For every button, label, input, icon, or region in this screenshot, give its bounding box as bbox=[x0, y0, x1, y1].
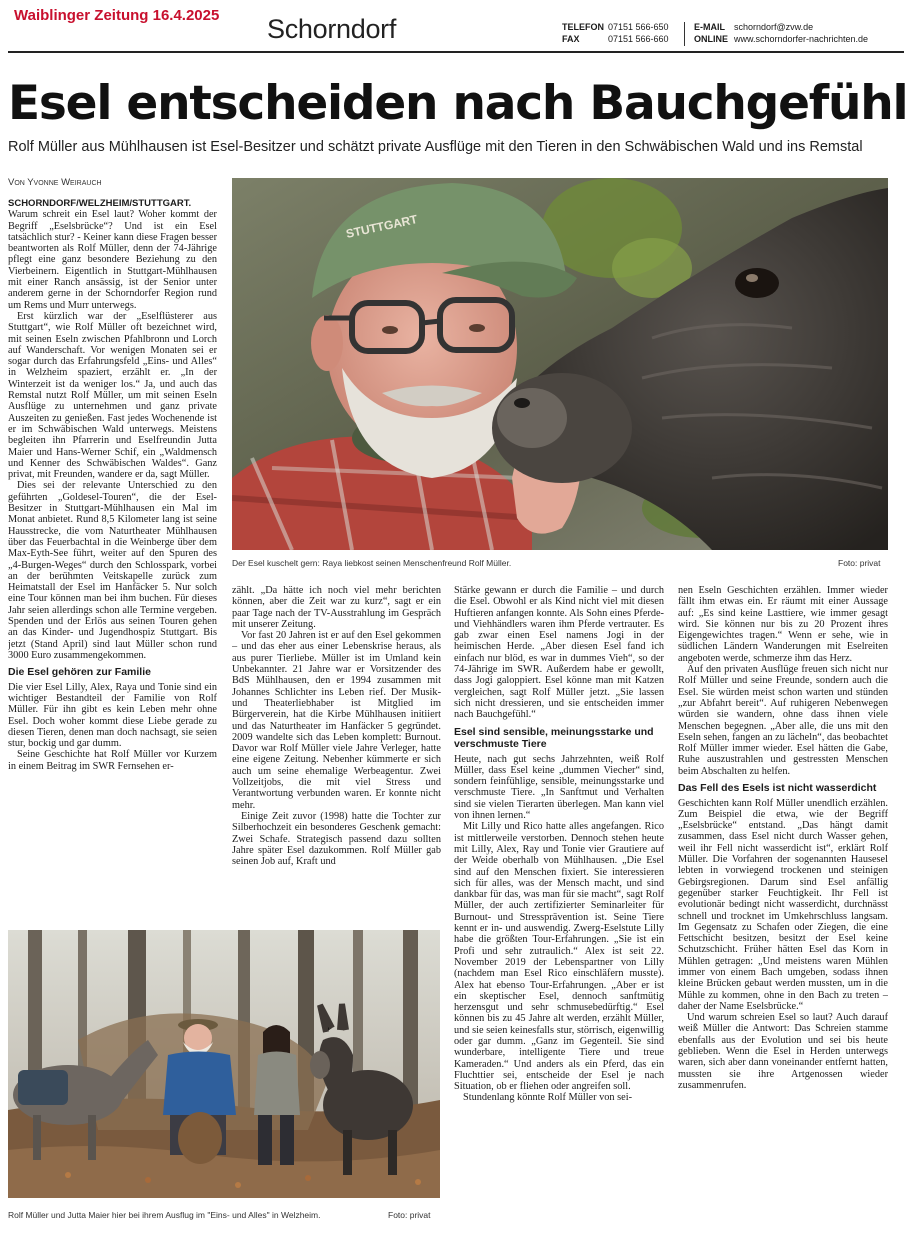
paragraph bbox=[8, 198, 217, 311]
newspaper-name: Waiblinger Zeitung 16.4.2025 bbox=[14, 7, 220, 24]
paragraph: Heute, nach gut sechs Jahrzehnten, weiß Rolf Müller, dass Esel keine „dummen Viecher“ sind, sondern feinfühlige, sensible, meinungsstarke und verschmuste Tiere. „In Sanftmut und Verhalten sind sie vielen Tierarten überlegen. Man kann viel von ihnen lernen.“ bbox=[454, 753, 664, 822]
subheading: Esel sind sensible, meinungsstarke und verschmuste Tiere bbox=[454, 725, 654, 751]
photo-man-with-donkey-illustration bbox=[232, 178, 888, 550]
paragraph: Auf den privaten Ausflüge freuen sich nicht nur Rolf Müller und seine Freunde, sondern auch die Esel. Sie würden meist schon warten und stünden „zur Abfahrt bereit“. Auf ruhigeren Nebenwegen würden sie wandern, ohne dass ihnen viele Menschen begegnen. „Aber alle, die uns mit den Eseln sehen, fangen an zu lächeln“, das beobachtet Rolf Müller immer wieder. Esel hätten die Gabe, Ruhe auszustrahlen und gestressten Menschen beim Abschalten zu helfen. bbox=[678, 664, 888, 777]
paragraph: nen Eseln Geschichten erzählen. Immer wieder fällt ihm etwas ein. Er räumt mit einer Aussage auf: „Es sind keine Lasttiere, wie immer gesagt wird. Sie können nur bis zu 20 Prozent ihres Eigengewichtes tragen.“ Wenn er sehe, wie in südlichen Ländern Wanderungen mit Eselreiten angeboten werde, schmerze ihm das Herz. bbox=[678, 585, 888, 664]
paragraph: Geschichten kann Rolf Müller unendlich erzählen. Zum Beispiel die etwa, wie der Begriff „Eselsbrücke“ entstand. „Das hängt damit zusammen, dass Esel nicht durch Wasser gehen, weil ihr Fell nicht wasserdicht ist“, erklärt Rolf Müller. Die Vorfahren der sogenannten Hausesel lebten in vorwiegend trockenen und steinigen Gebirgsregionen. Darum sind Esel anfällig gegenüber starker Feuchtigkeit. Ihr Fell ist evolutionär bedingt nicht wasserdicht, durchnässt schnell und trocknet im Umkehrschluss langsam. Im Gegensatz zu Schafen oder Ziegen, die eine Fettschicht besitzen, besitzt der Esel keine Schutzschicht. Früher hätten Esel das Korn in Mühlen getragen: „Und meistens waren Mühlen immer von einem Bach umgeben, sodass ihnen kleine Brücken gebaut werden mussten, um in die Mühle zu kommen, ohne in den Bach zu treten – daher der Name Eselsbrücke.“ bbox=[678, 797, 888, 1012]
paragraph: Und warum schreien Esel so laut? Auch darauf weiß Müller die Antwort: Das Schreien stamme ebenfalls aus der Evolution und sei bis heute geblieben. Wenn die Esel in Herden unterwegs waren, sich aber dann voneinander entfernt hatten, mussten sie ihre Artgenossen wieder zusammenrufen. bbox=[678, 1012, 888, 1091]
fax-number: 07151 566-660 bbox=[608, 34, 669, 44]
paragraph: Stärke gewann er durch die Familie – und durch die Esel. Obwohl er als Kind nicht viel mit diesen Huftieren anfangen konnte. Als Sohn eines Pferde- und Viehhändlers waren ihm Pferde vertrauter. Es gab zwar einen Esel namens Jogi in der heimischen Herde. „Aber diesen Esel fand ich einfach nur blöd, es war in dummes Vieh“, so der 74-Jährige im SWR. Außerdem habe er gewollt, dass Jogi galoppiert. Esel könne man mit Katzen vergleichen, sagt Rolf Müller jetzt. „Sie lassen sich nicht dressieren, und sie entscheiden immer nach Bauchgefühl.“ bbox=[454, 585, 664, 721]
fax-label: FAX bbox=[562, 34, 580, 44]
lead-text: Warum schreit ein Esel laut? Woher kommt der Begriff „Eselsbrücke“? Und ist ein Esel tatsächlich stur? - Keiner kann diese Fragen besser beantworten als Rolf Müller, denn der 74-Jährige pflegt eine ganz besondere Beziehung zu den Vierbeinern. Eigentlich in Stuttgart-Mühlhausen mit einer Ranch ansässig, ist der Senior unter anderem gerne in der Schorndorfer Region rund um Rems und Murr unterwegs. bbox=[8, 209, 217, 311]
byline bbox=[8, 177, 102, 188]
masthead-rule bbox=[8, 51, 904, 53]
subheading: Die Esel gehören zur Familie bbox=[8, 666, 151, 679]
section-title: Schorndorf bbox=[267, 14, 397, 44]
paragraph: Vor fast 20 Jahren ist er auf den Esel gekommen – und das eher aus einer Lebenskrise heraus, als aus purer Tierliebe. Müller ist im Umland kein Unbekannter. 21 Jahre war er Vorsitzender des BdS Mühlhausen, den er 1994 zusammen mit Johannes Schlichter ins Leben rief. Der Musik- und Theaterliebhaber ist Mitglied im Bürgerverein, hat die Kirbe Mühlhausen initiiert und das Naturtheater im Hanfäcker 5 gegründet. 2009 wandelte sich das Leben komplett: Burnout. Davor war Rolf Müller viele Jahre Verleger, hatte eine eigene Zeitung. Nebenher kümmerte er sich auch um seine ehemalige Werbeagentur. Zwei Vollzeitjobs, die mit viel Stress und Verantwortung verbunden waren. Er konnte nicht mehr. bbox=[232, 630, 441, 811]
article-subhead: Rolf Müller aus Mühlhausen ist Esel-Besitzer und schätzt private Ausflüge mit den Tieren in den Schwäbischen Wald und ins Remstal bbox=[8, 139, 863, 155]
phone-label: TELEFON bbox=[562, 22, 604, 32]
photo1-caption: Der Esel kuschelt gern: Raya liebkost seinen Menschenfreund Rolf Müller. bbox=[232, 558, 512, 568]
article-headline: Esel entscheiden nach Bauchgefühl bbox=[8, 76, 908, 131]
cap-lettering: STUTTGART bbox=[344, 212, 419, 241]
email-address: schorndorf@zvw.de bbox=[734, 22, 814, 32]
photo2-caption: Rolf Müller und Jutta Maier hier bei ihrem Ausflug im "Eins- und Alles" in Welzheim. bbox=[8, 1210, 321, 1220]
photo-forest-excursion-illustration bbox=[8, 930, 440, 1198]
paragraph: Stundenlang könnte Rolf Müller von sei- bbox=[463, 1092, 633, 1104]
photo1-credit: Foto: privat bbox=[838, 558, 881, 568]
byline-prefix: Von bbox=[8, 177, 25, 188]
paragraph: Mit Lilly und Rico hatte alles angefangen. Rico ist mittlerweile verstorben. Dennoch stehen heute mit Lilly, Alex, Ray und Tonie vier Grautiere auf der Weide oberhalb von Mühlhausen. „Die Esel sind auf den Menschen fixiert. Sie interessieren sich für alles, was der Mensch macht, und sind dankbar für das, was man für sie macht“, sagt Rolf Müller, der auch zertifizierter Seminarleiter für Burnout- und Stressprävention ist. Seine Tiere kennt er in- und auswendig. Zwerg-Eselstute Lilly habe die größten Tour-Erfahrungen. „Sie ist ein Profi und sehr zutraulich.“ Alex ist seit 22. November 2019 der Lebenspartner von Lilly (nachdem man Esel Rico einschläfern musste). Alex hat ebenso Tour-Erfahrungen. „Aber er ist ein skeptischer Esel, dennoch sanftmütig herzensgut und sehr schmusebedürftig.“ Esel können bis zu 45 Jahre alt werden, erzählt Müller, und sie seien keinesfalls stur, störrisch, eigenwillig oder gar dumm. „Ganz im Gegenteil. Sie sind wunderbare, intelligente Tiere und treue Kameraden.“ Und anders als ein Pferd, das ein Fluchttier sei, entscheide der Esel je nach Situation, ob er fliehen oder angreifen soll. bbox=[454, 821, 664, 1093]
article-column-3 bbox=[454, 585, 664, 1227]
article-column-4 bbox=[678, 585, 888, 1227]
subheading: Das Fell des Esels ist nicht wasserdicht bbox=[678, 782, 877, 795]
paragraph: Seine Geschichte hat Rolf Müller vor Kurzem in einem Beitrag im SWR Fernsehen er- bbox=[8, 749, 217, 772]
paragraph: Die vier Esel Lilly, Alex, Raya und Tonie sind ein wichtiger Bestandteil der Familie von Rolf Müller. Für ihn gibt es kein Leben mehr ohne Esel. Doch woher kommt diese Liebe gerade zu diesen Tieren, denen man doch nachsagt, sie seien stur, bockig und gar dumm. bbox=[8, 681, 217, 750]
paragraph: Einige Zeit zuvor (1998) hatte die Tochter zur Silberhochzeit ein besonderes Geschenk gemacht: Zwei Schafe. Strategisch passend dazu sollten Jahre später Esel dazukommen. Rolf Müller gab seinen Job auf, Kraft und bbox=[232, 810, 441, 868]
contact-phone-fax bbox=[562, 21, 669, 45]
byline-author: Yvonne Weirauch bbox=[27, 177, 102, 188]
paragraph: Dies sei der relevante Unterschied zu den geführten „Goldesel-Touren“, die der Esel-Besitzer in Stuttgart-Mühlhausen ein Mal im Monat anbietet. Rund 8,5 Kilometer lang ist seine Hausstrecke, die vom Naturtheater Mühlhausen über das Feuerbachtal in die Weinberge über dem Max-Eyth-See führt, weiter auf den Spuren des „4-Burgen-Weges“ durch den Schlosspark, vorbei an der berühmten Veitskapelle zurück zum Heimatstall der Esel im Hanfäcker 5. Nur solch eine Tour können man bei ihm buchen. Für dieses Jahr seien allerdings schon alle Termine vergeben. Spenden und der Erlös aus seinen Touren gehen an das Kinder- und Jugendhospiz Stuttgart. Bis jetzt (Stand April) sind laut Müller schon rund 3000 Euro zusammengekommen. bbox=[8, 480, 217, 661]
email-label: E-MAIL bbox=[694, 22, 725, 32]
photo-man-with-donkey bbox=[232, 178, 888, 550]
contact-divider bbox=[684, 22, 685, 46]
article-column-2 bbox=[232, 585, 441, 922]
contact-email-online bbox=[694, 21, 868, 45]
article-column-1 bbox=[8, 198, 217, 922]
paragraph: Erst kürzlich war der „Eselflüsterer aus Stuttgart“, wie Rolf Müller oft bezeichnet wird, mit seinen Eseln zwischen Pfahlbronn und Lorch auf Wanderschaft. Vor wenigen Monaten sei er sogar durch das Erfahrungsfeld „Eins- und Alles“ in Welzheim spaziert, erzählt er. „In der Winterzeit ist da weniger los.“ Ja, und auch das Remstal nutzt Rolf Müller, um mit seinen Eseln Ausflüge zu unternehmen und ganz private Auszeiten zu genießen. Fast jedes Wochenende ist er im Schwäbischen Wald unterwegs. Meistens begleiten ihn Pfarrerin und Eselfreundin Jutta Maier und Hans-Werner Schif, ein „Waldmensch und Kenner des Schwäbischen Waldes“. Ganz privat, mit Freunden, wandere er da, sagt Müller. bbox=[8, 310, 217, 481]
paragraph: zählt. „Da hätte ich noch viel mehr berichten können, aber die Zeit war zu kurz“, sagt er ein paar Tage nach der TV-Ausstrahlung im Gespräch mit unserer Zeitung. bbox=[232, 585, 441, 630]
photo2-credit: Foto: privat bbox=[388, 1210, 431, 1220]
website-url: www.schorndorfer-nachrichten.de bbox=[734, 34, 869, 44]
online-label: ONLINE bbox=[694, 34, 729, 44]
photo-forest-excursion bbox=[8, 930, 440, 1198]
phone-number: 07151 566-650 bbox=[608, 22, 669, 32]
dateline: SCHORNDORF/WELZHEIM/STUTTGART. bbox=[8, 198, 192, 209]
